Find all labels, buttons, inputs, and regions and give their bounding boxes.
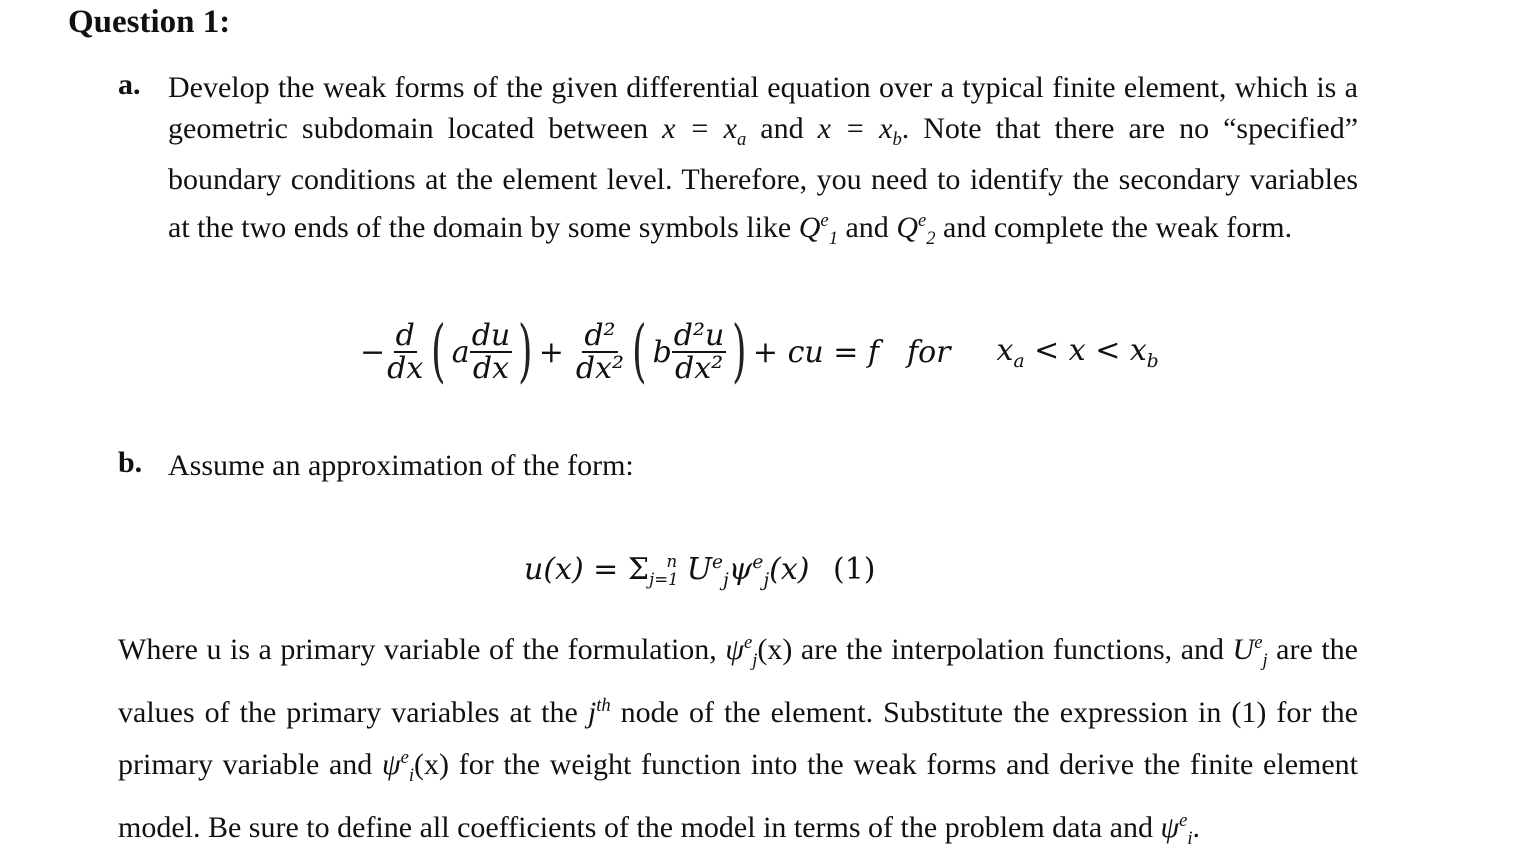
eq-plus: + [538, 334, 564, 370]
paren-close-2: ) [732, 312, 747, 391]
part-a-text-2: . Note that there are no “specified” boundary conditions at the element level. Therefore, you need to identify the secondary variables at the two ends of the domain by some symbols like [168, 111, 1359, 244]
x-eq-xb: $x = x_b$ [817, 111, 902, 150]
eq-domain: $x_a < x < x_b$ [996, 332, 1159, 372]
part-a-label: a. [118, 68, 141, 101]
paren-open-1: ( [431, 312, 446, 391]
sigma-symbol: Σ [627, 552, 650, 587]
frac-d2-dx2: $\frac{\text{d²}}{\text{dx²}}$ [575, 317, 625, 386]
frac-d-dx: $\frac{d}{dx}$ [387, 317, 424, 386]
eq-rest: + cu = f [752, 334, 879, 370]
u-j: $U^e_j$ [1232, 632, 1268, 671]
u-coef: $U^e_j$ [686, 552, 729, 591]
where-paragraph: Where u is a primary variable of the formulation, $\psi^e_j(x)$ are the interpolation functions, and $U^e_j$ are the values of the primary variables at the $j^{th}$ node of the element. Substitute the expression in (1) for the primary variable and $\psi^e_i(x)$ for the weight function into the weak forms and derive the finite element model. Be sure to define all coefficients of the model in terms of the problem data and $\psi^e_i$. [118, 632, 1358, 849]
q2-symbol: $Q^e_2$ [896, 209, 936, 249]
coef-a: a [451, 334, 470, 370]
eq-for: for [907, 334, 951, 370]
part-b-label: b. [118, 446, 143, 479]
frac-du-dx: $\frac{du}{dx}$ [471, 317, 511, 386]
question-title: Question 1: [68, 4, 231, 40]
part-a-text-1: Develop the weak forms of the given differential equation over a typical finite element, which is a geometric subdomain located between [168, 71, 1358, 145]
sum-lower: j=1 [649, 570, 679, 589]
part-a-text-3: and complete the weak form. [935, 210, 1293, 244]
part-a-text [168, 68, 1358, 259]
psi-func: $\psi^e_j$ [728, 552, 770, 591]
x-eq-xa: $x = x_a$ [662, 111, 747, 150]
sum-upper: n [666, 552, 678, 571]
psi-j: $\psi^e_j(x)$ [725, 632, 793, 671]
differential-equation [360, 312, 1159, 391]
psi-i: $\psi^e_i(x)$ [381, 747, 450, 786]
frac-d2u-dx2: $\frac{\text{d²u}}{\text{dx²}}$ [673, 317, 725, 386]
j-th: $j^{th}$ [587, 695, 611, 729]
paren-close-1: ) [518, 312, 533, 391]
q1-symbol: $Q^e_1$ [798, 209, 838, 249]
coef-b: b [652, 334, 672, 370]
approximation-equation: $u(x) = \Sigma_{j=1}^n$ $U^e_j\psi^e_j(x)$ (1) [524, 552, 876, 591]
eq-minus: − [360, 334, 386, 370]
paren-open-2: ( [632, 312, 647, 391]
psi-i-end: $\psi^e_i$ [1160, 810, 1193, 849]
and-text-2: and [837, 210, 897, 244]
part-b-text: Assume an approximation of the form: [168, 449, 634, 482]
eq2-lhs: u(x) = [524, 552, 628, 587]
and-text: and [746, 111, 818, 145]
equation-number: (1) [832, 552, 876, 587]
